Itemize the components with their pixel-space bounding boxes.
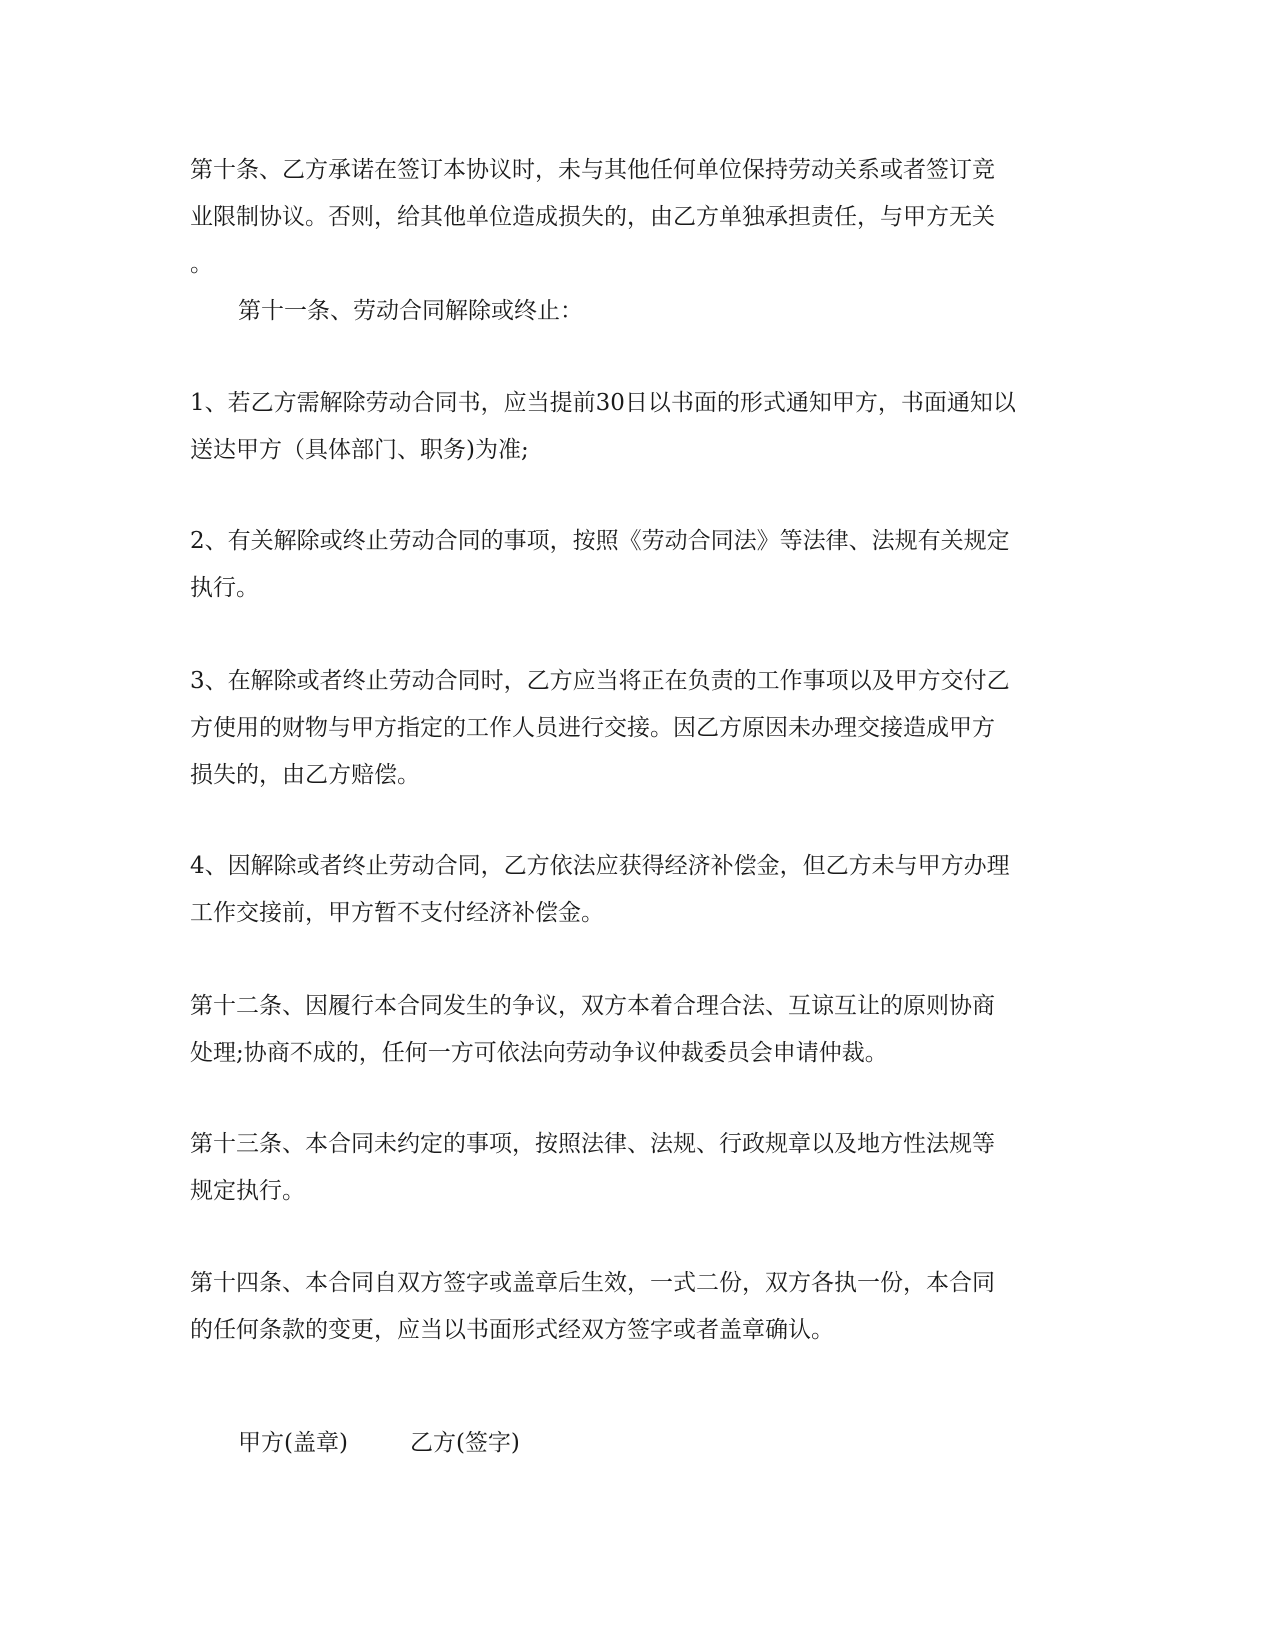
item-2-line-1: 2、有关解除或终止劳动合同的事项，按照《劳动合同法》等法律、法规有关规定 [190, 528, 1010, 554]
item-3-line-3: 损失的，由乙方赔偿。 [190, 762, 420, 788]
item-3 [190, 658, 1090, 799]
signature-row [238, 1420, 520, 1467]
article-13-line-2: 规定执行。 [190, 1178, 305, 1204]
article-14-line-1: 第十四条、本合同自双方签字或盖章后生效，一式二份，双方各执一份，本合同 [190, 1270, 995, 1296]
item-2-line-2: 执行。 [190, 575, 259, 601]
item-4 [190, 843, 1090, 937]
article-10-line-1: 第十条、乙方承诺在签订本协议时，未与其他任何单位保持劳动关系或者签订竞 [190, 157, 995, 183]
article-11-heading [238, 288, 1138, 335]
item-1-line-2: 送达甲方（具体部门、职务)为准; [190, 437, 529, 463]
article-10-line-2: 业限制协议。否则，给其他单位造成损失的，由乙方单独承担责任，与甲方无关 [190, 204, 995, 230]
article-10-line-3: 。 [190, 251, 213, 277]
article-11-line-1: 第十一条、劳动合同解除或终止： [238, 298, 583, 324]
item-4-line-1: 4、因解除或者终止劳动合同，乙方依法应获得经济补偿金，但乙方未与甲方办理 [190, 853, 1010, 879]
item-4-line-2: 工作交接前，甲方暂不支付经济补偿金。 [190, 900, 604, 926]
article-12-line-1: 第十二条、因履行本合同发生的争议，双方本着合理合法、互谅互让的原则协商 [190, 993, 995, 1019]
article-12 [190, 983, 1090, 1077]
item-3-line-1: 3、在解除或者终止劳动合同时，乙方应当将正在负责的工作事项以及甲方交付乙 [190, 668, 1010, 694]
article-14 [190, 1260, 1090, 1354]
article-13 [190, 1121, 1090, 1215]
party-b-signature-label: 乙方(签字) [409, 1430, 520, 1456]
party-a-signature-label: 甲方(盖章) [238, 1430, 348, 1456]
article-13-line-1: 第十三条、本合同未约定的事项，按照法律、法规、行政规章以及地方性法规等 [190, 1131, 995, 1157]
item-2 [190, 518, 1090, 612]
item-1 [190, 380, 1090, 474]
article-12-line-2: 处理;协商不成的，任何一方可依法向劳动争议仲裁委员会申请仲裁。 [190, 1040, 888, 1066]
item-1-line-1: 1、若乙方需解除劳动合同书，应当提前30日以书面的形式通知甲方，书面通知以 [190, 390, 1016, 416]
article-10 [190, 147, 1090, 288]
item-3-line-2: 方使用的财物与甲方指定的工作人员进行交接。因乙方原因未办理交接造成甲方 [190, 715, 995, 741]
article-14-line-2: 的任何条款的变更，应当以书面形式经双方签字或者盖章确认。 [190, 1317, 834, 1343]
